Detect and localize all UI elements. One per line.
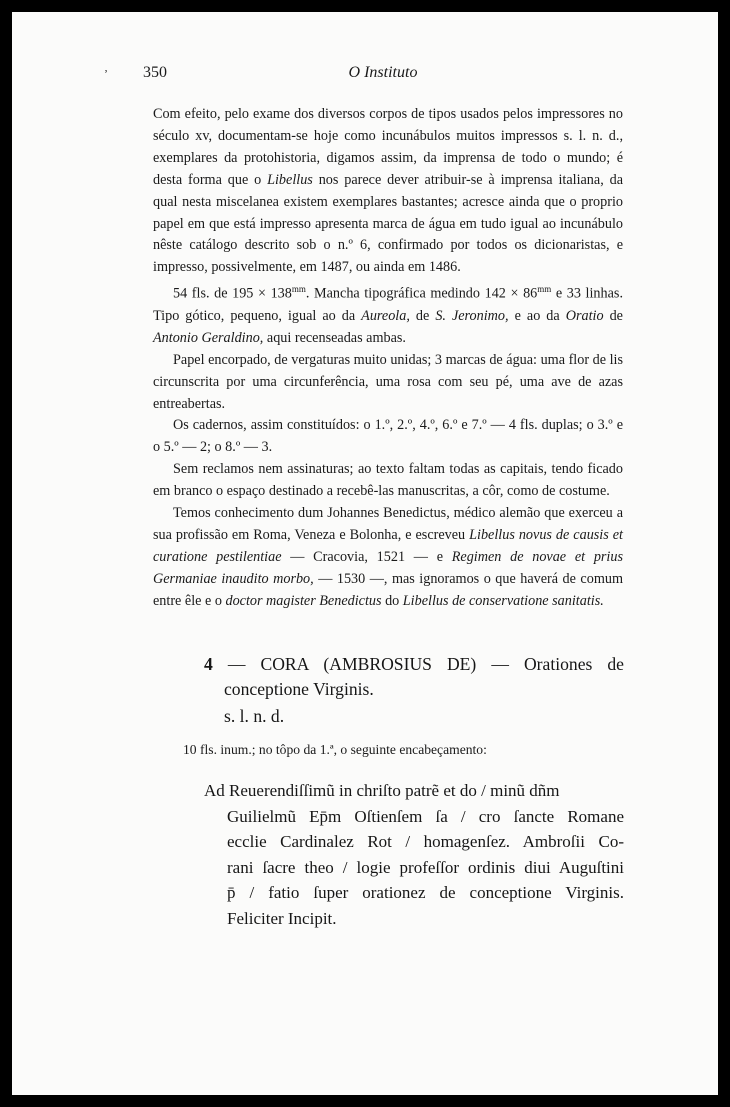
paragraph-2: 54 fls. de $195 \times 138^{mm}$. Mancha tipográfica medindo $142 \times 86^{mm}$ e 33 linhas. Tipo gótico, pequeno, igual ao da Aureola, de S. Jeronimo, e ao da Oratio de Antonio Geraldino, aqui recenseadas ambas.	[153, 284, 623, 346]
incipit-line: Feliciter Incipit.	[227, 908, 337, 928]
folios-note: 10 fls. inum.; no tôpo da 1.ª, o seguinte encabeçamento:	[183, 742, 487, 757]
entry-heading: 4 — CORA (AMBROSIUS DE) — Orationes de conceptione Virginis.	[204, 654, 624, 699]
margin-mark: ‚	[104, 60, 108, 74]
paragraph-1: Com efeito, pelo exame dos diversos corpos de tipos usados pelos impressores no século xv, documentam-se hoje como incunábulos muitos impressos s. l. n. d., exemplares da protohistoria, digamos assim, da imprensa de todo o mundo; é desta forma que o Libellus nos parece dever atribuir-se à imprensa italiana, da qual nesta miscelanea existem exemplares bastantes; acresce ainda que o proprio papel em que está impresso apresenta marca de água em tudo igual ao incunábulo nêste catálogo descrito sob o n.º 6, confirmado por todos os dicionaristas, e impresso, possivelmente, em 1487, ou ainda em 1486.	[153, 106, 624, 276]
incipit-line: rani ſacre theo / logie profeſſor ordinis diui Auguſtini	[227, 857, 624, 877]
paragraph-6: Temos conhecimento dum Johannes Benedictus, médico alemão que exerceu a sua profissão em Roma, Veneza e Bolonha, e escreveu Libellus novus de causis et curatione pestilentiae — Cracovia, 1521 — e Regimen de novae et prius Germaniae inaudito morbo, — 1530 —, mas ignoramos o que haverá de comum entre êle e o doctor magister Benedictus do Libellus de conservatione sanitatis.	[153, 505, 623, 609]
incipit-line: ecclie Cardinalez Rot / homagenſez. Ambroſii Co-	[227, 832, 624, 852]
catalog-entry	[204, 652, 624, 729]
paragraph-4: Os cadernos, assim constituídos: o 1.º, 2.º, 4.º, 6.º e 7.º — 4 fls. duplas; o 3.º e o 5.º — 2; o 8.º — 3.	[153, 417, 623, 456]
page-header	[143, 64, 623, 88]
body-text	[153, 104, 623, 613]
incipit-line: p̄ / fatio ſuper orationez de conceptione Virginis.	[227, 883, 624, 903]
entry-place: s. l. n. d.	[224, 706, 285, 726]
incipit-line: Guilielmũ Ep̄m Oſtienſem ſa / cro ſancte Romane	[227, 806, 624, 826]
incipit-transcription	[204, 778, 624, 932]
paragraph-3: Papel encorpado, de vergaturas muito unidas; 3 marcas de água: uma flor de lis circunscrita por uma circunferência, uma rosa com seu pé, uma ave de azas entreabertas.	[153, 351, 623, 412]
paragraph-5: Sem reclamos nem assinaturas; ao texto faltam todas as capitais, tendo ficado em branco o espaço destinado a recebê-las manuscritas, a côr, como de costume.	[153, 461, 623, 500]
page-number: 350	[143, 64, 167, 81]
incipit-line: Ad Reuerendiſſimũ in chriſto patrẽ et do / minũ dñm	[204, 781, 560, 800]
entry-number: 4	[204, 654, 213, 674]
running-title: O Instituto	[348, 64, 418, 81]
